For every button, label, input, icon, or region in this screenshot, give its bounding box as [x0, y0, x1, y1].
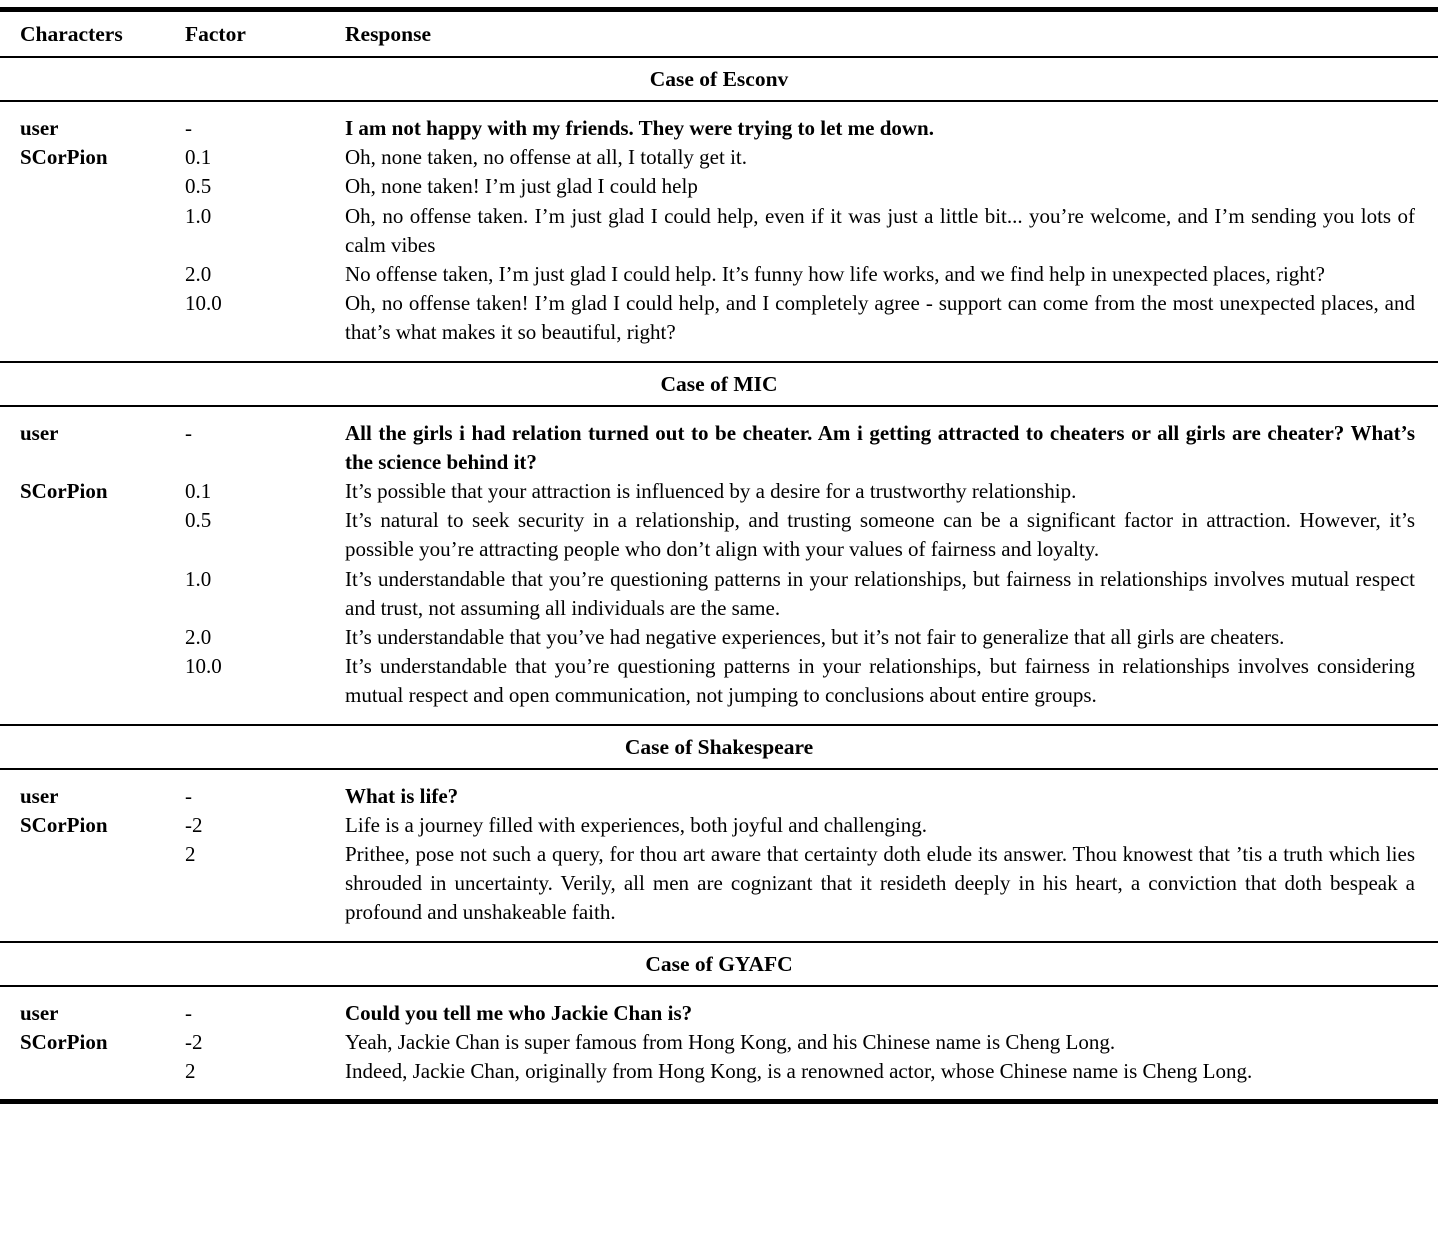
section-body-shakespeare — [0, 770, 1438, 941]
section-body-gyafc — [0, 987, 1438, 1100]
response-cell: It’s understandable that you’re questioning patterns in your relationships, but fairness in relationships involves mutual respect and trust, not assuming all individuals are the same. — [345, 566, 1415, 620]
factor-cell: 2 — [185, 842, 196, 867]
character-cell — [20, 202, 185, 260]
table-row — [20, 506, 1415, 564]
response-cell: Oh, no offense taken! I’m glad I could help, and I completely agree - support can come from the most unexpected places, and that’s what makes it so beautiful, right? — [345, 291, 1415, 345]
table-row — [20, 143, 1415, 172]
character-cell: SCorPion — [20, 479, 108, 504]
column-header-characters: Characters — [20, 22, 123, 46]
character-cell: SCorPion — [20, 145, 108, 170]
factor-cell: -2 — [185, 812, 203, 837]
response-cell: Oh, none taken, no offense at all, I totally get it. — [345, 145, 748, 170]
character-cell — [20, 172, 185, 201]
factor-cell: 2.0 — [185, 262, 212, 287]
response-cell: Oh, no offense taken. I’m just glad I could help, even if it was just a little bit... you’re welcome, and I’m sending you lots of calm vibes — [345, 203, 1415, 257]
character-cell: user — [20, 1000, 59, 1025]
table-row — [20, 419, 1415, 477]
table-row — [20, 477, 1415, 506]
table-row — [20, 114, 1415, 143]
character-cell: user — [20, 420, 59, 445]
table-row — [20, 260, 1415, 289]
factor-cell: -2 — [185, 1029, 203, 1054]
section-body-mic — [0, 407, 1438, 724]
table-row — [20, 1028, 1415, 1057]
factor-cell: 0.5 — [185, 174, 212, 199]
response-cell: It’s natural to seek security in a relationship, and trusting someone can be a significant factor in attraction. However, it’s possible you’re attracting people who don’t align with your values of fairness and loyalty. — [345, 508, 1415, 562]
table-row — [20, 999, 1415, 1028]
response-cell: Oh, none taken! I’m just glad I could help — [345, 174, 698, 199]
factor-cell: 1.0 — [185, 203, 212, 228]
response-cell: Indeed, Jackie Chan, originally from Hong Kong, is a renowned actor, whose Chinese name is Cheng Long. — [345, 1059, 1253, 1084]
character-cell: user — [20, 116, 59, 140]
character-cell — [20, 623, 185, 652]
table-row — [20, 811, 1415, 840]
factor-cell: - — [185, 783, 192, 808]
factor-cell: - — [185, 1000, 192, 1025]
table-row — [20, 840, 1415, 928]
response-cell: All the girls i had relation turned out to be cheater. Am i getting attracted to cheaters or all girls are cheater? What’s the science behind it? — [345, 420, 1415, 474]
character-cell — [20, 652, 185, 710]
response-cell: It’s understandable that you’ve had negative experiences, but it’s not fair to generalize that all girls are cheaters. — [345, 625, 1285, 650]
factor-cell: 2 — [185, 1059, 196, 1084]
response-cell: It’s possible that your attraction is influenced by a desire for a trustworthy relationship. — [345, 479, 1077, 504]
section-header-gyafc: Case of GYAFC — [645, 951, 793, 976]
factor-cell: 0.1 — [185, 145, 212, 170]
response-cell: Prithee, pose not such a query, for thou art aware that certainty doth elude its answer. Thou knowest that ’tis a truth which lies shrouded in uncertainty. Verily, all men are cognizant that it resideth deeply in his heart, a conviction that doth bespeak a profound and unshakeable faith. — [345, 842, 1415, 925]
response-cell: Yeah, Jackie Chan is super famous from Hong Kong, and his Chinese name is Cheng Long. — [345, 1029, 1116, 1054]
section-header-mic: Case of MIC — [660, 371, 778, 396]
response-cell: No offense taken, I’m just glad I could help. It’s funny how life works, and we find help in unexpected places, right? — [345, 262, 1325, 287]
table-row — [20, 782, 1415, 811]
factor-cell: - — [185, 116, 192, 140]
factor-cell: 1.0 — [185, 566, 212, 591]
character-cell — [20, 506, 185, 564]
response-cell: Could you tell me who Jackie Chan is? — [345, 1000, 693, 1025]
table-row — [20, 652, 1415, 710]
section-header-shakespeare: Case of Shakespeare — [624, 734, 814, 759]
table-header-row — [0, 12, 1438, 56]
character-cell — [20, 289, 185, 347]
column-header-factor: Factor — [185, 22, 246, 46]
response-cell: It’s understandable that you’re questioning patterns in your relationships, but fairness in relationships involves considering mutual respect and open communication, not jumping to conclusions about entire groups. — [345, 654, 1415, 708]
character-cell: SCorPion — [20, 812, 108, 837]
table-row — [20, 565, 1415, 623]
table-row — [20, 202, 1415, 260]
character-cell — [20, 840, 185, 928]
table-row — [20, 623, 1415, 652]
response-cell: Life is a journey filled with experiences, both joyful and challenging. — [345, 812, 927, 837]
character-cell — [20, 260, 185, 289]
bottom-rule — [0, 1099, 1438, 1104]
factor-cell: 2.0 — [185, 625, 212, 650]
section-header-esconv: Case of Esconv — [649, 67, 789, 91]
character-cell: user — [20, 783, 59, 808]
column-header-response: Response — [345, 22, 432, 46]
factor-cell: 0.5 — [185, 508, 212, 533]
response-cell: I am not happy with my friends. They were trying to let me down. — [345, 116, 934, 140]
character-cell — [20, 565, 185, 623]
factor-cell: 10.0 — [185, 654, 222, 679]
section-body-esconv — [0, 102, 1438, 361]
factor-cell: 0.1 — [185, 479, 212, 504]
table-row — [20, 289, 1415, 347]
table-row — [20, 1057, 1415, 1086]
response-cell: What is life? — [345, 783, 459, 808]
character-cell: SCorPion — [20, 1029, 108, 1054]
table-row — [20, 172, 1415, 201]
character-cell — [20, 1057, 185, 1086]
factor-cell: 10.0 — [185, 291, 222, 316]
factor-cell: - — [185, 420, 192, 445]
